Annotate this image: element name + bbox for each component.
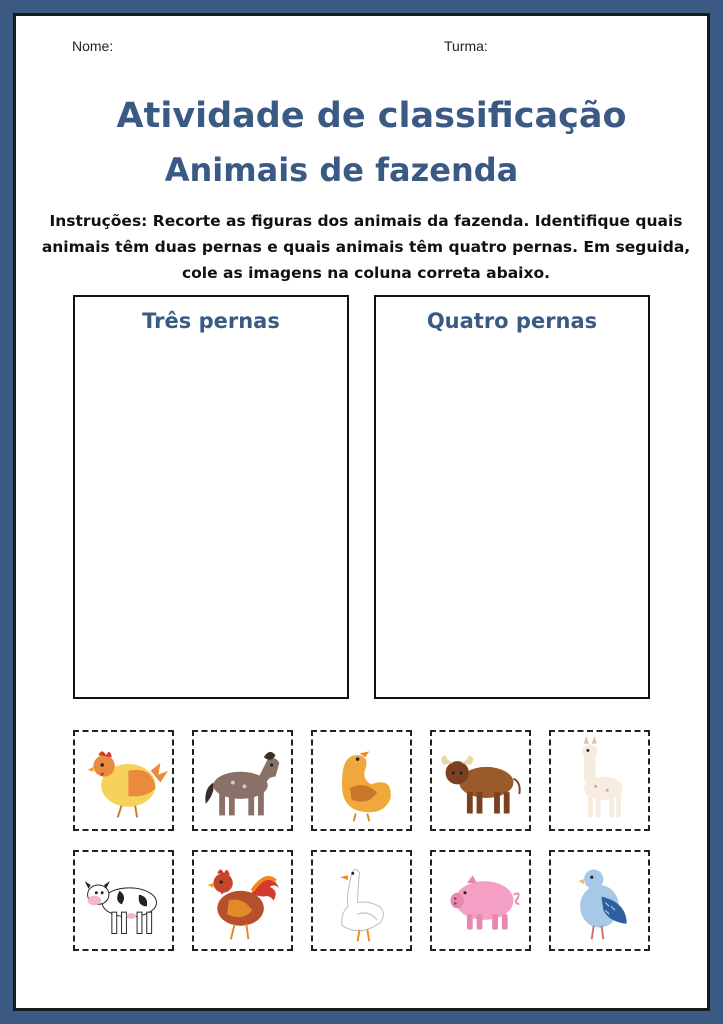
right-column-box[interactable] bbox=[374, 295, 650, 699]
name-label: Nome: bbox=[72, 38, 114, 54]
duck-icon bbox=[313, 732, 410, 829]
card-horse[interactable] bbox=[192, 730, 293, 831]
llama-icon bbox=[551, 732, 648, 829]
bull-icon bbox=[432, 732, 529, 829]
card-rooster[interactable] bbox=[192, 850, 293, 951]
card-duck[interactable] bbox=[311, 730, 412, 831]
card-pigeon[interactable] bbox=[549, 850, 650, 951]
cow-icon bbox=[75, 852, 172, 949]
page-title: Atividade de classificação bbox=[116, 96, 627, 136]
card-bull[interactable] bbox=[430, 730, 531, 831]
class-label: Turma: bbox=[444, 38, 488, 54]
card-hen[interactable] bbox=[73, 730, 174, 831]
hen-icon bbox=[75, 732, 172, 829]
page-subtitle: Animais de fazenda bbox=[164, 151, 519, 189]
pigeon-icon bbox=[551, 852, 648, 949]
left-column-box[interactable] bbox=[73, 295, 349, 699]
left-column-title: Três pernas bbox=[142, 309, 280, 333]
worksheet bbox=[13, 13, 710, 1011]
card-cow[interactable] bbox=[73, 850, 174, 951]
card-pig[interactable] bbox=[430, 850, 531, 951]
card-llama[interactable] bbox=[549, 730, 650, 831]
instructions-text: Instruções: Recorte as figuras dos animais da fazenda. Identifique quais animais têm duas pernas e quais animais têm quatro pernas. Em seguida, cole as imagens na coluna correta abaixo. bbox=[41, 212, 691, 282]
pig-icon bbox=[432, 852, 529, 949]
rooster-icon bbox=[194, 852, 291, 949]
horse-icon bbox=[194, 732, 291, 829]
card-goose[interactable] bbox=[311, 850, 412, 951]
goose-icon bbox=[313, 852, 410, 949]
right-column-title: Quatro pernas bbox=[426, 309, 598, 333]
